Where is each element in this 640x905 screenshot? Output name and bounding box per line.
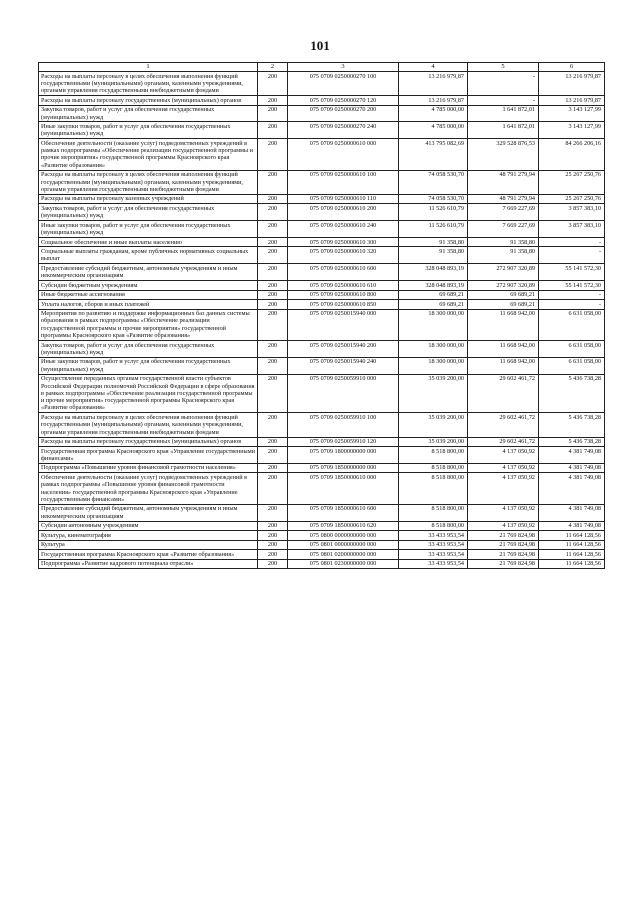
row-approved-amount: 74 058 530,70 [399, 194, 468, 204]
row-executed-amount: 4 137 050,92 [468, 447, 539, 464]
row-name: Закупка товаров, работ и услуг для обеспечения государственных (муниципальных) нужд [39, 105, 258, 122]
row-approved-amount: 18 300 000,00 [399, 357, 468, 374]
row-name: Предоставление субсидий бюджетным, автономным учреждениям и иным некоммерческим организациям [39, 504, 258, 521]
row-line-code: 200 [258, 473, 288, 504]
row-budget-code: 075 0709 1850000610 620 [288, 521, 399, 531]
row-executed-amount: 29 602 461,72 [468, 437, 539, 447]
row-budget-code: 075 0709 1850000610 600 [288, 504, 399, 521]
row-executed-amount: 1 641 872,01 [468, 105, 539, 122]
row-approved-amount: 69 689,21 [399, 290, 468, 300]
row-unexecuted-amount: 4 381 749,08 [539, 447, 605, 464]
table-row [39, 264, 605, 281]
row-approved-amount: 8 518 800,00 [399, 504, 468, 521]
table-row [39, 96, 605, 106]
row-approved-amount: 8 518 800,00 [399, 473, 468, 504]
row-approved-amount: 35 039 200,00 [399, 437, 468, 447]
row-approved-amount: 4 785 000,00 [399, 122, 468, 139]
row-budget-code: 075 0709 0250000610 610 [288, 281, 399, 291]
table-row [39, 221, 605, 238]
row-line-code: 200 [258, 531, 288, 541]
row-name: Иные закупки товаров, работ и услуг для обеспечения государственных (муниципальных) нужд [39, 221, 258, 238]
row-budget-code: 075 0709 0250000270 200 [288, 105, 399, 122]
row-approved-amount: 18 300 000,00 [399, 309, 468, 340]
row-approved-amount: 91 358,80 [399, 237, 468, 247]
row-line-code: 200 [258, 204, 288, 221]
table-row [39, 473, 605, 504]
row-name: Культура [39, 540, 258, 550]
table-row [39, 531, 605, 541]
row-unexecuted-amount: 55 141 572,30 [539, 281, 605, 291]
row-unexecuted-amount: 5 436 738,28 [539, 413, 605, 437]
row-budget-code: 075 0709 1850000000 000 [288, 463, 399, 473]
row-line-code: 200 [258, 463, 288, 473]
row-executed-amount: 272 907 320,89 [468, 281, 539, 291]
row-unexecuted-amount: 13 216 979,87 [539, 72, 605, 96]
column-number-row [39, 63, 605, 72]
row-name: Иные бюджетные ассигнования [39, 290, 258, 300]
row-line-code: 200 [258, 521, 288, 531]
row-name: Иные закупки товаров, работ и услуг для обеспечения государственных (муниципальных) нужд [39, 357, 258, 374]
row-line-code: 200 [258, 122, 288, 139]
row-name: Культура, кинематография [39, 531, 258, 541]
row-approved-amount: 413 795 082,69 [399, 139, 468, 170]
row-approved-amount: 8 518 800,00 [399, 447, 468, 464]
row-line-code: 200 [258, 559, 288, 569]
table-row [39, 237, 605, 247]
row-name: Социальное обеспечение и иные выплаты населению [39, 237, 258, 247]
row-name: Расходы на выплаты персоналу в целях обеспечения выполнения функций государственными (муниципальными) органами, казенными учреждениями, органами управления государственными внебюджетными фондами [39, 72, 258, 96]
row-name: Социальные выплаты гражданам, кроме публичных нормативных социальных выплат [39, 247, 258, 264]
table-row [39, 504, 605, 521]
table-row [39, 540, 605, 550]
table-row [39, 447, 605, 464]
row-line-code: 200 [258, 504, 288, 521]
row-approved-amount: 33 433 953,54 [399, 559, 468, 569]
row-name: Расходы на выплаты персоналу государственных (муниципальных) органов [39, 437, 258, 447]
row-unexecuted-amount: 11 664 128,56 [539, 531, 605, 541]
row-unexecuted-amount: 84 266 206,16 [539, 139, 605, 170]
row-executed-amount: - [468, 96, 539, 106]
row-name: Мероприятия по развитию и поддержке информационных баз данных системы образования в рамках подпрограммы «Обеспечение реализации государственной программы и прочие мероприятия» государственной программы Красноярского края «Развитие образования» [39, 309, 258, 340]
row-unexecuted-amount: - [539, 237, 605, 247]
row-line-code: 200 [258, 300, 288, 310]
row-line-code: 200 [258, 290, 288, 300]
row-executed-amount: 1 641 872,01 [468, 122, 539, 139]
row-budget-code: 075 0709 0250059910 120 [288, 437, 399, 447]
column-number: 6 [539, 63, 605, 72]
column-number: 4 [399, 63, 468, 72]
row-line-code: 200 [258, 221, 288, 238]
table-row [39, 170, 605, 194]
page-number: 101 [310, 38, 330, 53]
row-approved-amount: 33 433 953,54 [399, 531, 468, 541]
row-budget-code: 075 0709 1850000610 000 [288, 473, 399, 504]
row-approved-amount: 13 216 979,87 [399, 96, 468, 106]
row-budget-code: 075 0709 0250000610 850 [288, 300, 399, 310]
row-line-code: 200 [258, 437, 288, 447]
row-budget-code: 075 0709 0250015940 000 [288, 309, 399, 340]
row-unexecuted-amount: 6 631 058,00 [539, 309, 605, 340]
row-executed-amount: 4 137 050,92 [468, 521, 539, 531]
row-line-code: 200 [258, 413, 288, 437]
row-line-code: 200 [258, 237, 288, 247]
row-budget-code: 075 0801 0230000000 000 [288, 559, 399, 569]
row-name: Субсидии автономным учреждениям [39, 521, 258, 531]
row-executed-amount: 21 769 824,98 [468, 540, 539, 550]
row-line-code: 200 [258, 550, 288, 560]
row-name: Расходы на выплаты персоналу в целях обеспечения выполнения функций государственными (муниципальными) органами, казенными учреждениями, органами управления государственными внебюджетными фондами [39, 413, 258, 437]
row-approved-amount: 11 526 610,79 [399, 221, 468, 238]
row-executed-amount: 48 791 279,94 [468, 170, 539, 194]
table-row [39, 247, 605, 264]
row-name: Субсидии бюджетным учреждениям [39, 281, 258, 291]
row-approved-amount: 33 433 953,54 [399, 540, 468, 550]
row-approved-amount: 35 039 200,00 [399, 413, 468, 437]
row-name: Предоставление субсидий бюджетным, автономным учреждениям и иным некоммерческим организациям [39, 264, 258, 281]
row-budget-code: 075 0709 0250000610 200 [288, 204, 399, 221]
row-executed-amount: 21 769 824,98 [468, 559, 539, 569]
row-line-code: 200 [258, 357, 288, 374]
row-name: Иные закупки товаров, работ и услуг для обеспечения государственных (муниципальных) нужд [39, 122, 258, 139]
row-budget-code: 075 0709 0250000610 600 [288, 264, 399, 281]
row-name: Расходы на выплаты персоналу государственных (муниципальных) органов [39, 96, 258, 106]
row-line-code: 200 [258, 341, 288, 358]
column-number: 5 [468, 63, 539, 72]
row-line-code: 200 [258, 96, 288, 106]
row-approved-amount: 35 039 200,00 [399, 374, 468, 413]
column-number: 2 [258, 63, 288, 72]
row-name: Государственная программа Красноярского края «Управление государственными финансами» [39, 447, 258, 464]
table-row [39, 122, 605, 139]
row-budget-code: 075 0709 0250059910 100 [288, 413, 399, 437]
row-unexecuted-amount: 11 664 128,56 [539, 559, 605, 569]
row-executed-amount: 11 668 942,00 [468, 341, 539, 358]
row-executed-amount: 91 358,80 [468, 247, 539, 264]
row-approved-amount: 11 526 610,79 [399, 204, 468, 221]
row-line-code: 200 [258, 194, 288, 204]
row-approved-amount: 8 518 800,00 [399, 463, 468, 473]
row-budget-code: 075 0709 0250059910 000 [288, 374, 399, 413]
table-row [39, 72, 605, 96]
row-executed-amount: 4 137 050,92 [468, 473, 539, 504]
row-line-code: 200 [258, 247, 288, 264]
row-unexecuted-amount: 3 143 127,99 [539, 122, 605, 139]
row-unexecuted-amount: 13 216 979,87 [539, 96, 605, 106]
row-budget-code: 075 0709 0250015940 200 [288, 341, 399, 358]
row-budget-code: 075 0709 0250000610 240 [288, 221, 399, 238]
row-approved-amount: 18 300 000,00 [399, 341, 468, 358]
row-budget-code: 075 0709 0250000610 800 [288, 290, 399, 300]
row-executed-amount: 69 689,21 [468, 290, 539, 300]
table-row [39, 521, 605, 531]
row-unexecuted-amount: 25 267 250,76 [539, 170, 605, 194]
row-approved-amount: 69 689,21 [399, 300, 468, 310]
row-executed-amount: 21 769 824,98 [468, 550, 539, 560]
row-line-code: 200 [258, 281, 288, 291]
row-unexecuted-amount: 11 664 128,56 [539, 540, 605, 550]
row-name: Государственная программа Красноярского края «Развитие образования» [39, 550, 258, 560]
row-budget-code: 075 0709 0250000610 110 [288, 194, 399, 204]
row-unexecuted-amount: 6 631 058,00 [539, 357, 605, 374]
row-budget-code: 075 0709 0250015940 240 [288, 357, 399, 374]
row-approved-amount: 33 433 953,54 [399, 550, 468, 560]
row-unexecuted-amount: 4 381 749,08 [539, 521, 605, 531]
row-name: Закупка товаров, работ и услуг для обеспечения государственных (муниципальных) нужд [39, 204, 258, 221]
row-budget-code: 075 0709 0250000270 120 [288, 96, 399, 106]
column-number: 1 [39, 63, 258, 72]
table-row [39, 281, 605, 291]
table-row [39, 437, 605, 447]
table-row [39, 105, 605, 122]
row-budget-code: 075 0709 0250000270 100 [288, 72, 399, 96]
row-unexecuted-amount: 4 381 749,08 [539, 463, 605, 473]
row-unexecuted-amount: 5 436 738,28 [539, 374, 605, 413]
row-line-code: 200 [258, 309, 288, 340]
row-executed-amount: 29 602 461,72 [468, 413, 539, 437]
row-budget-code: 075 0801 0200000000 000 [288, 550, 399, 560]
row-approved-amount: 4 785 000,00 [399, 105, 468, 122]
row-executed-amount: 91 358,80 [468, 237, 539, 247]
row-name: Подпрограмма «Развитие кадрового потенциала отрасли» [39, 559, 258, 569]
row-budget-code: 075 0709 0250000270 240 [288, 122, 399, 139]
row-executed-amount: 4 137 050,92 [468, 504, 539, 521]
row-unexecuted-amount: 6 631 058,00 [539, 341, 605, 358]
table-row [39, 374, 605, 413]
row-name: Подпрограмма «Повышение уровня финансовой грамотности населения» [39, 463, 258, 473]
row-name: Уплата налогов, сборов и иных платежей [39, 300, 258, 310]
row-approved-amount: 74 058 530,70 [399, 170, 468, 194]
row-approved-amount: 13 216 979,87 [399, 72, 468, 96]
row-name: Обеспечение деятельности (оказание услуг) подведомственных учреждений в рамках подпрограммы «Обеспечение реализации государственной программы и прочие мероприятия» государственной программы Красноярского края «Развитие образования» [39, 139, 258, 170]
row-budget-code: 075 0709 0250000610 100 [288, 170, 399, 194]
row-executed-amount: - [468, 72, 539, 96]
row-executed-amount: 7 669 227,69 [468, 221, 539, 238]
table-row [39, 357, 605, 374]
row-approved-amount: 328 048 893,19 [399, 281, 468, 291]
table-row [39, 139, 605, 170]
table-row [39, 550, 605, 560]
row-unexecuted-amount: 5 436 738,28 [539, 437, 605, 447]
row-executed-amount: 48 791 279,94 [468, 194, 539, 204]
row-unexecuted-amount: 3 143 127,99 [539, 105, 605, 122]
column-number: 3 [288, 63, 399, 72]
row-executed-amount: 69 689,21 [468, 300, 539, 310]
table-row [39, 463, 605, 473]
table-row [39, 290, 605, 300]
row-budget-code: 075 0709 1800000000 000 [288, 447, 399, 464]
row-executed-amount: 4 137 050,92 [468, 463, 539, 473]
row-executed-amount: 272 907 320,89 [468, 264, 539, 281]
row-name: Осуществление переданных органам государственной власти субъектов Российской Федерации полномочий Российской Федерации в сфере образования в рамках подпрограммы «Обеспечение реализации государственной программы и прочие мероприятия» государственной программы Красноярского края «Развитие образования» [39, 374, 258, 413]
row-line-code: 200 [258, 540, 288, 550]
row-budget-code: 075 0800 0000000000 000 [288, 531, 399, 541]
row-unexecuted-amount: 4 381 749,08 [539, 473, 605, 504]
row-unexecuted-amount: 4 381 749,08 [539, 504, 605, 521]
row-executed-amount: 11 668 942,00 [468, 357, 539, 374]
table-row [39, 413, 605, 437]
row-unexecuted-amount: - [539, 300, 605, 310]
row-unexecuted-amount: 55 141 572,30 [539, 264, 605, 281]
row-approved-amount: 91 358,80 [399, 247, 468, 264]
row-line-code: 200 [258, 139, 288, 170]
table-row [39, 559, 605, 569]
row-name: Обеспечение деятельности (оказание услуг) подведомственных учреждений в рамках подпрограммы «Повышение уровня финансовой грамотности населения» государственной программы Красноярского края «Управление государственными финансами» [39, 473, 258, 504]
row-executed-amount: 11 668 942,00 [468, 309, 539, 340]
row-line-code: 200 [258, 105, 288, 122]
table-row [39, 309, 605, 340]
row-budget-code: 075 0801 0000000000 000 [288, 540, 399, 550]
row-line-code: 200 [258, 170, 288, 194]
row-line-code: 200 [258, 374, 288, 413]
table-row [39, 300, 605, 310]
row-line-code: 200 [258, 264, 288, 281]
row-executed-amount: 21 769 824,98 [468, 531, 539, 541]
row-approved-amount: 8 518 800,00 [399, 521, 468, 531]
row-unexecuted-amount: 25 267 250,76 [539, 194, 605, 204]
budget-table [38, 62, 605, 569]
row-unexecuted-amount: 3 857 383,10 [539, 204, 605, 221]
table-row [39, 204, 605, 221]
table-row [39, 341, 605, 358]
row-executed-amount: 7 669 227,69 [468, 204, 539, 221]
row-name: Закупка товаров, работ и услуг для обеспечения государственных (муниципальных) нужд [39, 341, 258, 358]
row-budget-code: 075 0709 0250000610 320 [288, 247, 399, 264]
row-line-code: 200 [258, 447, 288, 464]
row-unexecuted-amount: 11 664 128,56 [539, 550, 605, 560]
row-name: Расходы на выплаты персоналу казенных учреждений [39, 194, 258, 204]
row-executed-amount: 29 602 461,72 [468, 374, 539, 413]
row-line-code: 200 [258, 72, 288, 96]
row-approved-amount: 328 048 893,19 [399, 264, 468, 281]
row-budget-code: 075 0709 0250000610 300 [288, 237, 399, 247]
row-unexecuted-amount: 3 857 383,10 [539, 221, 605, 238]
table-row [39, 194, 605, 204]
row-unexecuted-amount: - [539, 290, 605, 300]
row-unexecuted-amount: - [539, 247, 605, 264]
row-budget-code: 075 0709 0250000610 000 [288, 139, 399, 170]
row-name: Расходы на выплаты персоналу в целях обеспечения выполнения функций государственными (муниципальными) органами, казенными учреждениями, органами управления государственными внебюджетными фондами [39, 170, 258, 194]
row-executed-amount: 329 528 876,53 [468, 139, 539, 170]
